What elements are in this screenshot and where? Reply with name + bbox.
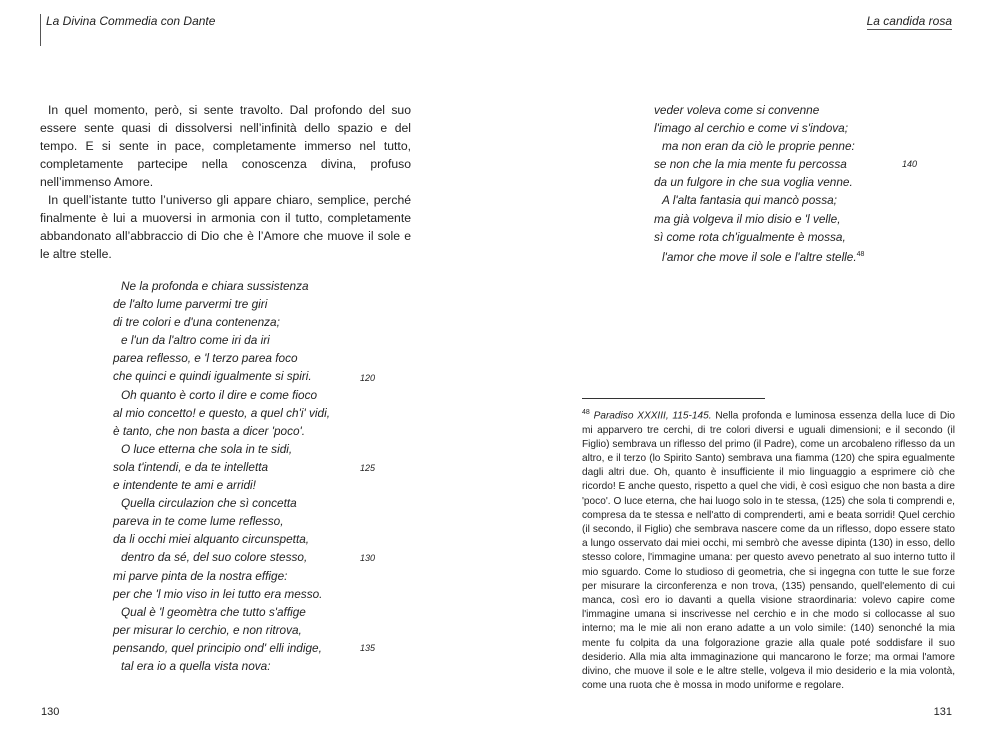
verse-block-left [113, 277, 330, 675]
verse-line: parea reflesso, e 'l terzo parea foco [113, 351, 298, 366]
verse-line: O luce etterna che sola in te sidi, [121, 441, 293, 456]
verse-line: che quinci e quindi igualmente si spiri. [113, 369, 312, 384]
prose-paragraph: In quel momento, però, si sente travolto. Dal profondo del suo essere sente quasi di dissolversi nell’infinità dello spazio e del tempo. E si sente in pace, completamente immerso nel tutto, completamente partecipe nella conoscenza divina, profuso nell’immenso Amore. [40, 103, 411, 189]
verse-line: ma già volgeva il mio disio e 'l velle, [654, 211, 841, 226]
verse-line: è tanto, che non basta a dicer 'poco'. [113, 423, 306, 438]
verse-line: pareva in te come lume reflesso, [113, 514, 284, 529]
line-number: 130 [360, 553, 376, 563]
verse-line: de l'alto lume parvermi tre giri [113, 297, 268, 312]
verse-line: pensando, quel principio ond' elli indige, [113, 640, 322, 655]
verse-line: per che 'l mio viso in lei tutto era messo. [113, 586, 323, 601]
verse-line [654, 246, 864, 264]
verse-line: se non che la mia mente fu percossa [654, 157, 847, 172]
header-divider-line [40, 14, 41, 46]
verse-line: Ne la profonda e chiara sussistenza [121, 279, 309, 293]
page-number-right: 131 [933, 706, 952, 718]
footnote [582, 406, 955, 693]
prose-paragraph: In quell’istante tutto l’universo gli appare chiaro, semplice, perché finalmente è lui a muoversi in armonia con il tutto, completamente abbandonato all’abbraccio di Dio che è l’Amore che muove il sole e le altre stelle. [40, 193, 411, 261]
verse-line: di tre colori e d'una contenenza; [113, 315, 280, 330]
verse-line: ma non eran da ciò le proprie penne: [662, 139, 855, 154]
verse-line: dentro da sé, del suo colore stesso, [121, 550, 308, 565]
verse-line: Quella circulazion che sì concetta [121, 496, 297, 511]
running-header-right: La candida rosa [866, 14, 952, 28]
footnote-reference[interactable]: 48 [856, 250, 865, 258]
line-number: 125 [360, 463, 376, 473]
verse-line: l'imago al cerchio e come vi s'indova; [654, 121, 848, 136]
verse-line: veder voleva come si convenne [654, 103, 820, 117]
page-number-left: 130 [41, 706, 60, 718]
line-number: 120 [360, 373, 376, 383]
line-number: 140 [902, 159, 918, 169]
verse-line: Oh quanto è corto il dire e come fioco [121, 387, 318, 402]
verse-line: e intendente te ami e arridi! [113, 478, 256, 493]
verse-line: mi parve pinta de la nostra effige: [113, 568, 288, 583]
footnote-source: Paradiso XXXIII, 115-145. [593, 410, 712, 422]
verse-line: da li occhi miei alquanto circunspetta, [113, 532, 310, 547]
verse-line: sola t'intendi, e da te intelletta [113, 459, 269, 474]
verse-line: al mio concetto! e questo, a quel ch'i' vidi, [113, 405, 330, 420]
verse-line: A l'alta fantasia qui mancò possa; [662, 193, 837, 208]
footnote-number: 48 [582, 409, 590, 416]
verse-line: sì come rota ch'igualmente è mossa, [654, 229, 846, 244]
prose-block [40, 101, 411, 263]
verse-line-text: l'amor che move il sole e l'altre stelle. [662, 249, 857, 264]
verse-line: tal era io a quella vista nova: [121, 658, 271, 673]
verse-line: Qual è 'l geomètra che tutto s'affige [121, 604, 306, 619]
footnote-text: Nella profonda e luminosa essenza della luce di Dio mi apparvero tre cerchi, di tre colori diversi e uguali dimensioni; e il secondo (il Figlio) sembrava un riflesso del primo (il Padre), come un arcobaleno riflesso da un altro, e il terzo (lo Spirito Santo) sembrava una fiamma (120) che spira egualmente dagli altri due. Oh, quanto è insufficiente il mio linguaggio a esprimere ciò che ricordo! E anche questo, rispetto a quel che vidi, è così esiguo che non basta a dire 'poco'. O luce eterna, che hai luogo solo in te stessa, (125) che sola ti comprendi e, compresa da te stessa e nell'atto di comprenderti, ami e beata sorridi! Quel cerchio (il secondo, il Figlio) che sembrava nascere come da un riflesso, dopo essere stato a lungo osservato dai miei occhi, mi sembrò che avesse dipinta (130) in esso, dello stesso colore, l'immagine umana: per questo avevo penetrato al suo interno tutto il mio sguardo. Come lo studioso di geometria, che si ingegna con tutte le sue forze per misurare la circonferenza e non trova, (135) pensando, quell'elemento di cui manca, così ero io davanti a quella visione straordinaria: volevo capire come l'immagine umana si inscrivesse nel cerchio e in che modo si collocasse al suo interno; ma le mie ali non erano adatte a un volo simile: (140) senonché la mia mente fu colpita da una folgorazione grazie alla quale poté soddisfare il suo desiderio. Alla mia alta immaginazione qui mancarono le forze; ma ormai l'amore divino, che muove il sole e le altre stelle, volgeva il mio desiderio e la mia volontà, come una ruota che è mossa in modo uniforme e regolare. [582, 410, 955, 692]
line-number: 135 [360, 643, 376, 653]
verse-line: e l'un da l'altro come iri da iri [121, 333, 270, 348]
verse-line: da un fulgore in che sua voglia venne. [654, 175, 853, 190]
footnote-separator [582, 398, 765, 399]
running-header-left: La Divina Commedia con Dante [46, 14, 216, 28]
verse-line: per misurar lo cerchio, e non ritrova, [113, 622, 302, 637]
verse-block-right [654, 101, 864, 264]
